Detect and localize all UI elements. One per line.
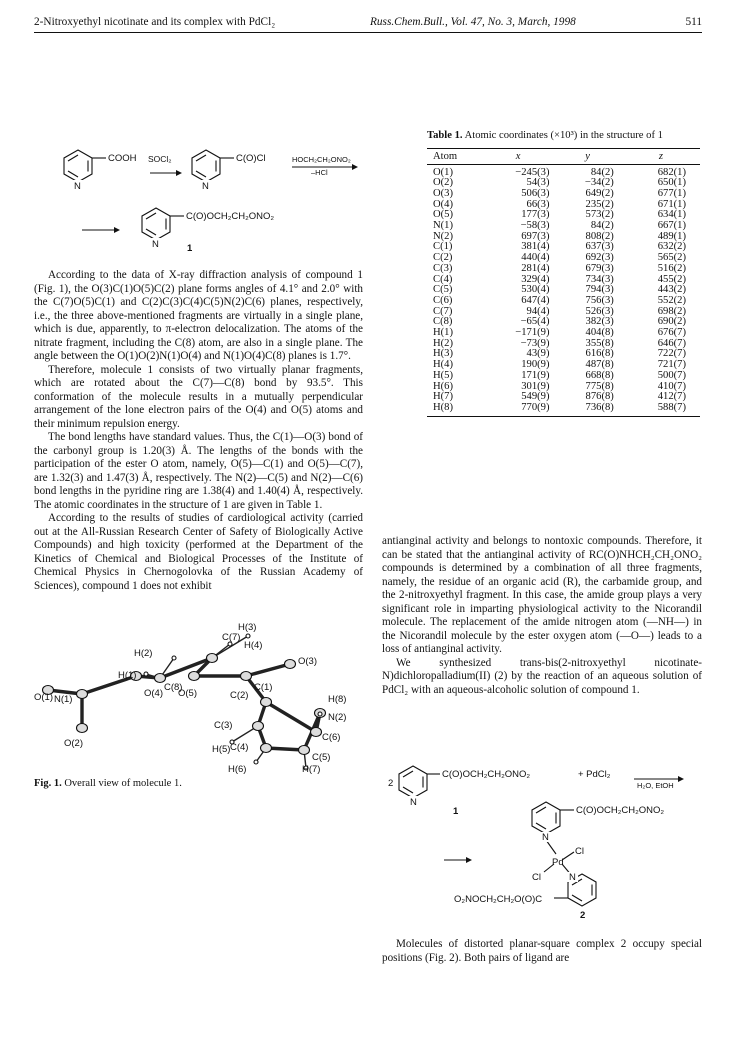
- table-cell-z: 690(2): [657, 316, 686, 328]
- reaction-scheme-1: [34, 136, 396, 256]
- table-cell-atom: O(5): [433, 209, 454, 221]
- table-cell-z: 455(2): [657, 273, 686, 285]
- table-cell-atom: C(7): [433, 305, 453, 317]
- figure-caption-text: Overall view of molecule 1.: [64, 778, 182, 789]
- atom-label-h6: H(6): [228, 764, 247, 774]
- table-cell-z: 721(7): [657, 359, 686, 371]
- table-cell-y: 775(8): [585, 380, 614, 392]
- table-cell-x: 647(4): [521, 294, 550, 306]
- atom-label-c5: C(5): [312, 752, 331, 763]
- atom-label-c3: C(3): [214, 720, 233, 731]
- table-cell-atom: C(1): [433, 241, 453, 253]
- table-cell-x: −73(9): [520, 337, 550, 349]
- atom-h8: [318, 712, 322, 716]
- table-row: [427, 403, 700, 416]
- table-cell-atom: C(2): [433, 252, 453, 264]
- atom-h6: [254, 760, 258, 764]
- atom-label-n2: N(2): [328, 712, 347, 723]
- table-caption: [427, 130, 700, 143]
- paragraph: According to the results of studies of cardiological activity (carried out at the All-Russian Research Center of Safety of Biologically Active Compounds) and high toxicity (performed at the Department of the Kinetics of Chemical and Biological Processes of the Institute of Chemical Physics in Chernogolovka of the Russian Academy of Sciences), compound 1 does not exhibit: [34, 512, 363, 592]
- atom-label-o5: O(5): [178, 688, 197, 699]
- paragraph: Therefore, molecule 1 consists of two virtually planar fragments, which are rotated about the C(7)—C(8) bond by 93.5°. This conformation of the molecule results in a mutually perpendicular arrangement of the lone electron pairs of the O(4) and O(5) atoms and their minimum repulsion energy.: [34, 363, 363, 430]
- atom-label-h8: H(8): [328, 694, 347, 705]
- reaction-scheme-2: [382, 762, 702, 922]
- ring-n-label-3: N: [152, 239, 159, 250]
- table-cell-z: 682(1): [657, 166, 686, 178]
- table-row: [427, 189, 700, 200]
- atom-label-h4: H(4): [244, 640, 263, 651]
- table-caption-label: Table 1.: [427, 130, 463, 141]
- table-cell-atom: H(1): [433, 327, 454, 339]
- table-cell-x: 770(9): [483, 403, 554, 416]
- atom-c4: [261, 744, 272, 753]
- page-number: 511: [685, 16, 702, 28]
- table-cell-z: 552(2): [657, 294, 686, 306]
- figure-caption-label: Fig. 1.: [34, 778, 62, 789]
- col-header-atom: Atom: [427, 148, 483, 164]
- col-header-y: y: [553, 148, 621, 164]
- table-cell-x: 171(9): [521, 369, 550, 381]
- table-cell-x: 177(3): [521, 209, 550, 221]
- table-cell-x: 281(4): [521, 262, 550, 274]
- atom-c5: [299, 746, 310, 755]
- table-cell-atom: O(2): [433, 177, 454, 189]
- table-header-row: [427, 148, 700, 164]
- atom-o5: [189, 672, 200, 681]
- header-journal: Russ.Chem.Bull., Vol. 47, No. 3, March, 1998: [370, 16, 576, 28]
- table-1: [427, 130, 700, 417]
- atom-c2: [261, 698, 272, 707]
- table-cell-y: 692(3): [585, 252, 614, 264]
- cl-label-2: Cl: [532, 872, 541, 883]
- coefficient-label: 2: [388, 778, 394, 789]
- atom-label-h7: H(7): [302, 764, 321, 774]
- table-cell-atom: H(6): [433, 380, 454, 392]
- header-rule: [34, 32, 702, 33]
- table-cell-y: 876(8): [585, 391, 614, 403]
- cooh-label: COOH: [108, 153, 137, 164]
- table-cell-y: 84(2): [590, 220, 614, 232]
- table-cell-atom: H(2): [433, 337, 454, 349]
- table-cell-y: 679(3): [585, 262, 614, 274]
- ester-left-label: O₂NOCH₂CH₂O(O)C: [454, 894, 543, 905]
- col-header-x: x: [483, 148, 554, 164]
- table-cell-atom: O(1): [433, 166, 454, 178]
- coordinates-table: [427, 148, 700, 417]
- table-cell-y: −34(2): [584, 177, 614, 189]
- table-cell-atom: H(7): [433, 391, 454, 403]
- table-cell-z: 632(2): [657, 241, 686, 253]
- table-cell-atom: N(1): [433, 220, 454, 232]
- paragraph: According to the data of X-ray diffraction analysis of compound 1 (Fig. 1), the O(3)C(1)O(5)C(2) plane forms angles of 4.1° and 2.0° with the C(7)O(5)C(1) and C(2)C(3)C(4)C(5)N(2)C(6) planes, respectively, i.e., the three above-mentioned fragments are virtually in a single plane, which is due, apparently, to π-electron delocalization. The atoms of the nitrate fragment, including the C(8) atom, are also in a single plane. The angle between the O(1)O(2)N(1)O(4) and N(1)O(4)C(8) planes is 1.7°.: [34, 269, 363, 362]
- atom-c7: [207, 654, 218, 663]
- paragraph: The bond lengths have standard values. Thus, the C(1)—O(3) bond of the carbonyl group is 1.20(3) Å. The lengths of the bonds with the participation of the ester O atom, namely, O(5)—C(1) and O(5)—C(7), are 1.32(3) and 1.47(3) Å, respectively. The N(2)—C(5) and N(2)—C(6) bond lengths in the pyridine ring are 1.38(4) and 1.40(4) Å, respectively. The atomic coordinates in the structure of 1 are given in Table 1.: [34, 431, 363, 511]
- product-label: C(O)OCH₂CH₂ONO₂: [186, 211, 275, 222]
- atom-label-c7: C(7): [222, 632, 241, 643]
- byproduct-label: –HCl: [311, 168, 328, 177]
- ring-n-label-3: N: [569, 872, 576, 883]
- pd-label: Pd: [552, 857, 564, 868]
- table-cell-z: 489(1): [657, 230, 686, 242]
- table-cell-y: 404(8): [585, 327, 614, 339]
- socl2-label: SOCl₂: [148, 154, 172, 164]
- table-cell-y: 487(8): [585, 359, 614, 371]
- atom-label-o1: O(1): [34, 692, 53, 703]
- table-row: [427, 264, 700, 275]
- table-cell-x: 43(9): [526, 348, 550, 360]
- table-cell-y: 736(8): [553, 403, 621, 416]
- table-cell-y: 382(3): [585, 316, 614, 328]
- ester-label: C(O)OCH₂CH₂ONO₂: [442, 769, 531, 780]
- bond-c6-c2: [266, 702, 316, 732]
- table-cell-z: 671(1): [657, 198, 686, 210]
- figure-1-molecule: [34, 578, 364, 774]
- table-cell-y: 794(3): [585, 284, 614, 296]
- table-cell-atom: C(5): [433, 284, 453, 296]
- table-cell-atom: C(3): [433, 262, 453, 274]
- table-cell-y: 637(3): [585, 241, 614, 253]
- table-cell-z: 667(1): [657, 220, 686, 232]
- table-cell-x: 66(3): [526, 198, 550, 210]
- cl-label-1: Cl: [575, 846, 584, 857]
- ring-n-label: N: [74, 181, 81, 192]
- atom-label-c2: C(2): [230, 690, 249, 701]
- table-cell-z: 650(1): [657, 177, 686, 189]
- table-caption-text: Atomic coordinates (×10³) in the structure of 1: [464, 130, 663, 141]
- ring-n-label-2: N: [542, 832, 549, 843]
- compound-2-label: 2: [580, 910, 586, 921]
- atom-c6: [311, 728, 322, 737]
- acyl-chloride-label: C(O)Cl: [236, 153, 266, 164]
- table-cell-atom: C(6): [433, 294, 453, 306]
- reagent-label: HOCH₂CH₂ONO₂: [292, 155, 351, 164]
- table-cell-z: 565(2): [657, 252, 686, 264]
- table-cell-x: 301(9): [521, 380, 550, 392]
- header-title: 2-Nitroxyethyl nicotinate and its complex with PdCl₂: [34, 16, 276, 28]
- table-cell-y: 84(2): [590, 166, 614, 178]
- paragraph: We synthesized trans-bis(2-nitroxyethyl nicotinate-N)dichloropalladium(II) (2) by the reaction of an aqueous solution of PdCl₂ with an aqueous-alcoholic solution of compound 1.: [382, 656, 702, 696]
- table-cell-x: 697(3): [521, 230, 550, 242]
- table-cell-z: 646(7): [657, 337, 686, 349]
- conditions-label: H₂O, EtOH: [637, 781, 674, 790]
- table-cell-z: 676(7): [657, 327, 686, 339]
- table-cell-x: 381(4): [521, 241, 550, 253]
- table-cell-z: 588(7): [622, 403, 700, 416]
- bond-c1-o3: [246, 664, 290, 676]
- atom-label-o3: O(3): [298, 656, 317, 667]
- table-cell-y: 649(2): [585, 187, 614, 199]
- table-cell-x: −245(3): [515, 166, 550, 178]
- atom-label-o2: O(2): [64, 738, 83, 749]
- atom-h1: [144, 672, 148, 676]
- table-cell-y: 235(2): [585, 198, 614, 210]
- pdcl2-label: + PdCl₂: [578, 769, 611, 780]
- atom-label-h3: H(3): [238, 622, 257, 633]
- table-row: [427, 164, 700, 178]
- table-cell-atom: O(3): [433, 187, 454, 199]
- table-cell-y: 355(8): [585, 337, 614, 349]
- atom-h3: [246, 634, 250, 638]
- table-cell-y: 808(2): [585, 230, 614, 242]
- atom-o3: [285, 660, 296, 669]
- atom-label-h1: H(1): [118, 670, 137, 681]
- table-cell-z: 698(2): [657, 305, 686, 317]
- atom-label-h2: H(2): [134, 648, 153, 659]
- ring-n-label: N: [410, 797, 417, 808]
- atom-label-c4: C(4): [230, 742, 249, 753]
- table-cell-y: 756(3): [585, 294, 614, 306]
- paragraph: Molecules of distorted planar-square complex 2 occupy special positions (Fig. 2). Both pairs of ligand are: [382, 938, 702, 964]
- figure-1-caption: [34, 778, 182, 789]
- col-header-z: z: [622, 148, 700, 164]
- table-cell-z: 634(1): [657, 209, 686, 221]
- table-cell-x: 190(9): [521, 359, 550, 371]
- table-cell-x: −171(9): [515, 327, 550, 339]
- table-cell-atom: H(5): [433, 369, 454, 381]
- table-cell-y: 616(8): [585, 348, 614, 360]
- table-cell-atom: H(3): [433, 348, 454, 360]
- atom-label-c8: C(8): [164, 682, 183, 693]
- table-cell-z: 500(7): [657, 369, 686, 381]
- atom-label-c1: C(1): [254, 682, 273, 693]
- table-cell-z: 722(7): [657, 348, 686, 360]
- table-cell-z: 410(7): [657, 380, 686, 392]
- product-ester-label: C(O)OCH₂CH₂ONO₂: [576, 805, 665, 816]
- table-cell-x: 329(4): [521, 273, 550, 285]
- running-header: [34, 16, 702, 32]
- table-cell-x: −58(3): [520, 220, 550, 232]
- table-cell-z: 677(1): [657, 187, 686, 199]
- paragraph: antianginal activity and belongs to nontoxic compounds. Therefore, it can be stated that the antianginal activity of RC(O)NHCH₂CH₂ONO₂ compounds is determined by a combination of all three fragments, namely, the residue of an organic acid (R), the carbamide group, and the 2-nitroxyethyl fragment. In this case, the amide group plays a very significant role in imparting physiological activity to the Nicorandil molecule. The replacement of the amide nitrogen atom (—NH—) in the Nicorandil molecule by the ester oxygen atom (—O—) leads to a loss of antianginal activity.: [382, 535, 702, 655]
- table-cell-atom: H(8): [427, 403, 483, 416]
- table-cell-atom: O(4): [433, 198, 454, 210]
- compound-1-label: 1: [453, 806, 459, 817]
- table-cell-x: 440(4): [521, 252, 550, 264]
- table-cell-x: 506(3): [521, 187, 550, 199]
- atom-n1: [77, 690, 88, 699]
- table-cell-atom: C(4): [433, 273, 453, 285]
- atom-c3: [253, 722, 264, 731]
- table-cell-y: 668(8): [585, 369, 614, 381]
- table-cell-z: 443(2): [657, 284, 686, 296]
- table-cell-z: 516(2): [657, 262, 686, 274]
- atom-h2: [172, 656, 176, 660]
- table-cell-atom: C(8): [433, 316, 453, 328]
- table-cell-atom: N(2): [433, 230, 454, 242]
- ring-n-label-2: N: [202, 181, 209, 192]
- table-cell-x: 530(4): [521, 284, 550, 296]
- table-cell-z: 412(7): [657, 391, 686, 403]
- table-cell-x: 549(9): [521, 391, 550, 403]
- table-cell-y: 734(3): [585, 273, 614, 285]
- table-cell-y: 526(3): [585, 305, 614, 317]
- left-column: [34, 269, 363, 593]
- atom-label-h5: H(5): [212, 744, 231, 755]
- table-row: [427, 371, 700, 382]
- bottom-right-text: [382, 938, 702, 965]
- atom-o2: [77, 724, 88, 733]
- right-column: [382, 535, 702, 697]
- compound-1-label: 1: [187, 243, 193, 254]
- table-cell-x: −65(4): [520, 316, 550, 328]
- table-cell-y: 573(2): [585, 209, 614, 221]
- atom-c1: [241, 672, 252, 681]
- table-cell-x: 94(4): [526, 305, 550, 317]
- atom-label-o4: O(4): [144, 688, 163, 699]
- atom-label-c6: C(6): [322, 732, 341, 743]
- table-cell-atom: H(4): [433, 359, 454, 371]
- atom-label-n1: N(1): [54, 694, 73, 705]
- table-cell-x: 54(3): [526, 177, 550, 189]
